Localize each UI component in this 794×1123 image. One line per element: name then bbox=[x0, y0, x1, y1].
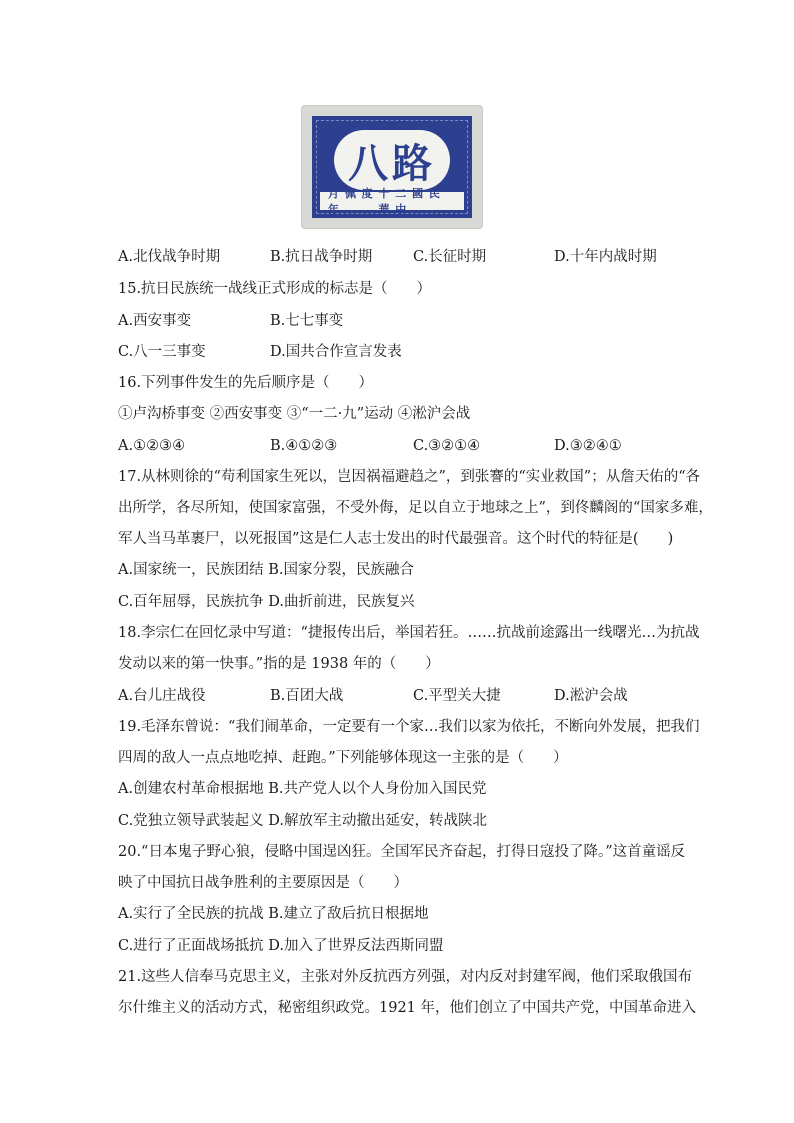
q18-options bbox=[118, 686, 678, 706]
q14-option-b[interactable]: B.抗日战争时期 bbox=[270, 249, 373, 265]
q16-option-b[interactable]: B.④①②③ bbox=[270, 438, 338, 454]
armband-oval bbox=[334, 130, 450, 190]
q15-options-row1 bbox=[118, 311, 678, 331]
q21-stem-line-1: 21.这些人信奉马克思主义，主张对外反抗西方列强，对内反对封建军阀，他们采取俄国布 bbox=[118, 969, 693, 985]
q16-stem: 16.下列事件发生的先后顺序是（ ） bbox=[118, 375, 374, 391]
q14-option-c[interactable]: C.长征时期 bbox=[413, 249, 487, 265]
q20-stem-line-2: 映了中国抗日战争胜利的主要原因是（ ） bbox=[118, 875, 408, 891]
q18-option-b[interactable]: B.百团大战 bbox=[270, 688, 344, 704]
q16-option-d[interactable]: D.③②④① bbox=[554, 438, 622, 454]
q17-stem-line-2: 出所学，各尽所知，使国家富强，不受外侮，足以自立于地球之上”，到佟麟阁的“国家多难， bbox=[118, 500, 713, 516]
q21-stem-line-2: 尔什维主义的活动方式，秘密组织政党。1921 年，他们创立了中国共产党，中国革命进入 bbox=[118, 1000, 697, 1016]
q19-options-row2[interactable]: C.党独立领导武装起义 D.解放军主动撤出延安，转战陕北 bbox=[118, 813, 488, 829]
q18-option-c[interactable]: C.平型关大捷 bbox=[413, 688, 501, 704]
armband-main-text: 八路 bbox=[348, 139, 436, 187]
q18-stem-line-2: 发动以来的第一快事。”指的是 1938 年的（ ） bbox=[118, 656, 440, 672]
q19-stem-line-1: 19.毛泽东曾说：“我们闹革命，一定要有一个家…我们以家为依托，不断向外发展，把我们 bbox=[118, 719, 700, 735]
q15-stem: 15.抗日民族统一战线正式形成的标志是（ ） bbox=[118, 281, 432, 297]
armband-footer bbox=[320, 187, 464, 216]
armband-footer-left: 月 佩 度 年 bbox=[328, 187, 374, 216]
q20-options-row1[interactable]: A.实行了全民族的抗战 B.建立了敌后抗日根据地 bbox=[118, 906, 429, 922]
q14-option-a[interactable]: A.北伐战争时期 bbox=[118, 249, 221, 265]
q19-stem-line-2: 四周的敌人一点点地吃掉、赶跑。”下列能够体现这一主张的是（ ） bbox=[118, 750, 568, 766]
q16-option-a[interactable]: A.①②③④ bbox=[118, 438, 186, 454]
q17-stem-line-3: 军人当马革裹尸，以死报国”这是仁人志士发出的时代最强音。这个时代的特征是( ) bbox=[118, 531, 674, 547]
q16-option-c[interactable]: C.③②①④ bbox=[413, 438, 481, 454]
q20-options-row2[interactable]: C.进行了正面战场抵抗 D.加入了世界反法西斯同盟 bbox=[118, 938, 444, 954]
q18-option-d[interactable]: D.淞沪会战 bbox=[554, 688, 628, 704]
q15-options-row2 bbox=[118, 342, 678, 362]
q15-option-a[interactable]: A.西安事变 bbox=[118, 313, 192, 329]
q17-options-row2[interactable]: C.百年屈辱，民族抗争 D.曲折前进，民族复兴 bbox=[118, 594, 415, 610]
q16-options bbox=[118, 436, 678, 456]
q15-option-b[interactable]: B.七七事变 bbox=[270, 313, 344, 329]
eighth-route-armband-image bbox=[302, 106, 482, 228]
armband-cloth bbox=[312, 116, 472, 218]
q14-option-d[interactable]: D.十年内战时期 bbox=[554, 249, 657, 265]
q15-option-d[interactable]: D.国共合作宣言发表 bbox=[270, 344, 402, 360]
q19-options-row1[interactable]: A.创建农村革命根据地 B.共产党人以个人身份加入国民党 bbox=[118, 781, 487, 797]
q18-option-a[interactable]: A.台儿庄战役 bbox=[118, 688, 206, 704]
q14-options bbox=[118, 247, 678, 267]
armband-footer-right: 十 二 國 民 華 中 bbox=[378, 187, 441, 216]
q20-stem-line-1: 20.“日本鬼子野心狼，侵略中国逞凶狂。全国军民齐奋起，打得日寇投了降。”这首童谣反 bbox=[118, 844, 686, 860]
q16-events: ①卢沟桥事变 ②西安事变 ③“一二·九”运动 ④淞沪会战 bbox=[118, 406, 471, 422]
q18-stem-line-1: 18.李宗仁在回忆录中写道：“捷报传出后，举国若狂。……抗战前途露出一线曙光…为抗战 bbox=[118, 625, 700, 641]
q17-stem-line-1: 17.从林则徐的“苟利国家生死以，岂因祸福避趋之”，到张謇的“实业救国”；从詹天佑的“各 bbox=[118, 469, 701, 485]
q17-options-row1[interactable]: A.国家统一，民族团结 B.国家分裂，民族融合 bbox=[118, 562, 414, 578]
q15-option-c[interactable]: C.八一三事变 bbox=[118, 344, 206, 360]
